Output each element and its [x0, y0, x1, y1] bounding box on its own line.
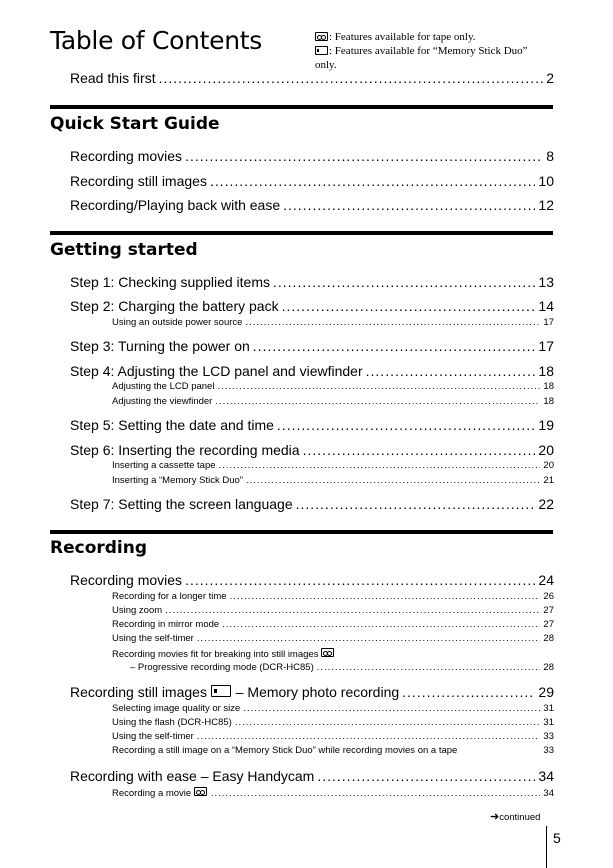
toc-entry-step7[interactable] — [70, 496, 554, 512]
toc-entry-label: Recording still images — [70, 684, 207, 700]
toc-entry-page: 29 — [538, 684, 554, 700]
memory-stick-icon — [211, 685, 231, 697]
toc-subentry-viewfinder[interactable] — [112, 396, 554, 407]
toc-entry-recording-stills[interactable] — [70, 684, 554, 700]
toc-subentry-longer-time[interactable] — [112, 591, 554, 602]
toc-entry-label: Recording with ease – Easy Handycam — [70, 768, 315, 784]
toc-entry-recording-playing-back[interactable] — [70, 197, 554, 213]
toc-entry-label: – Progressive recording mode (DCR-HC85) — [130, 662, 314, 673]
toc-entry-step6[interactable] — [70, 442, 554, 458]
toc-entry-easy-handycam[interactable] — [70, 768, 554, 784]
toc-subentry-self-timer[interactable] — [112, 633, 554, 644]
toc-entry-label: Using an outside power source — [112, 317, 243, 328]
memory-stick-icon — [315, 46, 328, 55]
toc-entry-page: 17 — [543, 317, 554, 328]
toc-entry-label: Recording for a longer time — [112, 591, 227, 602]
toc-entry-label: Recording/Playing back with ease — [70, 197, 281, 213]
toc-entry-page: 27 — [543, 605, 554, 616]
toc-entry-page: 20 — [543, 460, 554, 471]
toc-entry-label: Using the self-timer — [112, 731, 194, 742]
page-number: 5 — [553, 830, 561, 846]
toc-entry-label: Step 4: Adjusting the LCD panel and viewfinder — [70, 363, 363, 379]
toc-entry-label: Recording in mirror mode — [112, 619, 220, 630]
toc-subentry-progressive[interactable] — [130, 662, 554, 673]
toc-entry-step5[interactable] — [70, 417, 554, 433]
tape-icon — [194, 787, 207, 796]
toc-entry-label: Using zoom — [112, 605, 163, 616]
toc-entry-label: Read this first — [70, 70, 156, 86]
toc-entry-page: 20 — [538, 442, 554, 458]
toc-subentry-flash[interactable] — [112, 717, 554, 728]
toc-entry-page: 33 — [543, 745, 554, 756]
toc-entry-page: 14 — [538, 298, 554, 314]
section-divider — [50, 231, 553, 235]
toc-entry-page: 22 — [538, 496, 554, 512]
toc-entry-page: 34 — [543, 788, 554, 799]
toc-entry-label: Step 5: Setting the date and time — [70, 417, 274, 433]
legend-ms-text: : Features available for “Memory Stick Duo” — [329, 45, 528, 57]
toc-entry-recording-still-images[interactable] — [70, 173, 554, 189]
toc-subentry-breaking-stills[interactable] — [112, 648, 554, 660]
toc-entry-page: 28 — [543, 633, 554, 644]
tape-icon — [321, 648, 334, 657]
toc-entry-label: Step 2: Charging the battery pack — [70, 298, 279, 314]
section-divider — [50, 105, 553, 109]
toc-entry-page: 13 — [538, 274, 554, 290]
toc-entry-label: Inserting a cassette tape — [112, 460, 216, 471]
toc-entry-step2[interactable] — [70, 298, 554, 314]
continued-label: continued — [499, 812, 541, 823]
toc-entry-step4[interactable] — [70, 363, 554, 379]
legend-tape-text: : Features available for tape only. — [329, 31, 476, 43]
toc-entry-step3[interactable] — [70, 338, 554, 354]
section-title-getting-started: Getting started — [50, 240, 198, 260]
toc-entry-step1[interactable] — [70, 274, 554, 290]
toc-entry-page: 33 — [543, 731, 554, 742]
toc-subentry-still-while-movie[interactable] — [112, 745, 554, 756]
toc-entry-label: Step 3: Turning the power on — [70, 338, 250, 354]
toc-entry-page: 19 — [538, 417, 554, 433]
arrow-right-icon: ➜ — [490, 811, 500, 823]
toc-subentry-recording-a-movie[interactable] — [112, 787, 554, 799]
toc-entry-page: 10 — [538, 173, 554, 189]
toc-entry-label-cont: – Memory photo recording — [235, 684, 400, 700]
toc-entry-page: 18 — [543, 396, 554, 407]
toc-entry-label: Step 7: Setting the screen language — [70, 496, 293, 512]
legend — [315, 30, 565, 72]
toc-subentry-self-timer-2[interactable] — [112, 731, 554, 742]
toc-entry-label: Recording a movie — [112, 788, 192, 799]
toc-entry-page: 26 — [543, 591, 554, 602]
toc-entry-page: 31 — [543, 703, 554, 714]
toc-entry-label: Recording movies fit for breaking into still images — [112, 649, 319, 660]
toc-entry-label: Inserting a “Memory Stick Duo” — [112, 475, 243, 486]
section-title-quick-start: Quick Start Guide — [50, 114, 220, 134]
toc-entry-page: 18 — [538, 363, 554, 379]
toc-subentry-mirror-mode[interactable] — [112, 619, 554, 630]
page-number-divider — [546, 826, 547, 868]
toc-entry-label: Step 6: Inserting the recording media — [70, 442, 300, 458]
toc-entry-page: 17 — [538, 338, 554, 354]
toc-subentry-lcd-panel[interactable] — [112, 381, 554, 392]
toc-entry-recording-movies[interactable] — [70, 148, 554, 164]
continued-indicator — [490, 810, 540, 823]
toc-entry-label: Adjusting the LCD panel — [112, 381, 215, 392]
tape-icon — [315, 32, 328, 41]
page-title: Table of Contents — [50, 26, 262, 55]
toc-entry-label: Using the self-timer — [112, 633, 194, 644]
toc-entry-page: 34 — [538, 768, 554, 784]
legend-ms-text-cont: only. — [315, 59, 337, 71]
toc-entry-page: 2 — [546, 70, 554, 86]
toc-entry-page: 27 — [543, 619, 554, 630]
toc-entry-label: Recording still images — [70, 173, 207, 189]
toc-entry-page: 8 — [546, 148, 554, 164]
toc-entry-read-this-first[interactable] — [70, 70, 554, 86]
section-title-recording: Recording — [50, 538, 148, 558]
toc-subentry-outside-power[interactable] — [112, 317, 554, 328]
toc-entry-page: 28 — [543, 662, 554, 673]
toc-entry-page: 21 — [543, 475, 554, 486]
toc-subentry-memory-stick[interactable] — [112, 475, 554, 486]
toc-entry-page: 18 — [543, 381, 554, 392]
toc-entry-label: Adjusting the viewfinder — [112, 396, 213, 407]
toc-entry-label: Step 1: Checking supplied items — [70, 274, 270, 290]
section-divider — [50, 530, 553, 534]
toc-entry-label: Recording movies — [70, 572, 183, 588]
toc-subentry-cassette[interactable] — [112, 460, 554, 471]
toc-subentry-image-quality[interactable] — [112, 703, 554, 714]
toc-entry-label: Recording movies — [70, 148, 183, 164]
toc-entry-page: 12 — [538, 197, 554, 213]
toc-entry-label: Recording a still image on a “Memory Stick Duo” while recording movies on a tape — [112, 745, 458, 756]
toc-subentry-zoom[interactable] — [112, 605, 554, 616]
toc-entry-page: 31 — [543, 717, 554, 728]
toc-entry-recording-movies-2[interactable] — [70, 572, 554, 588]
toc-entry-label: Using the flash (DCR-HC85) — [112, 717, 232, 728]
toc-entry-label: Selecting image quality or size — [112, 703, 241, 714]
toc-entry-page: 24 — [538, 572, 554, 588]
